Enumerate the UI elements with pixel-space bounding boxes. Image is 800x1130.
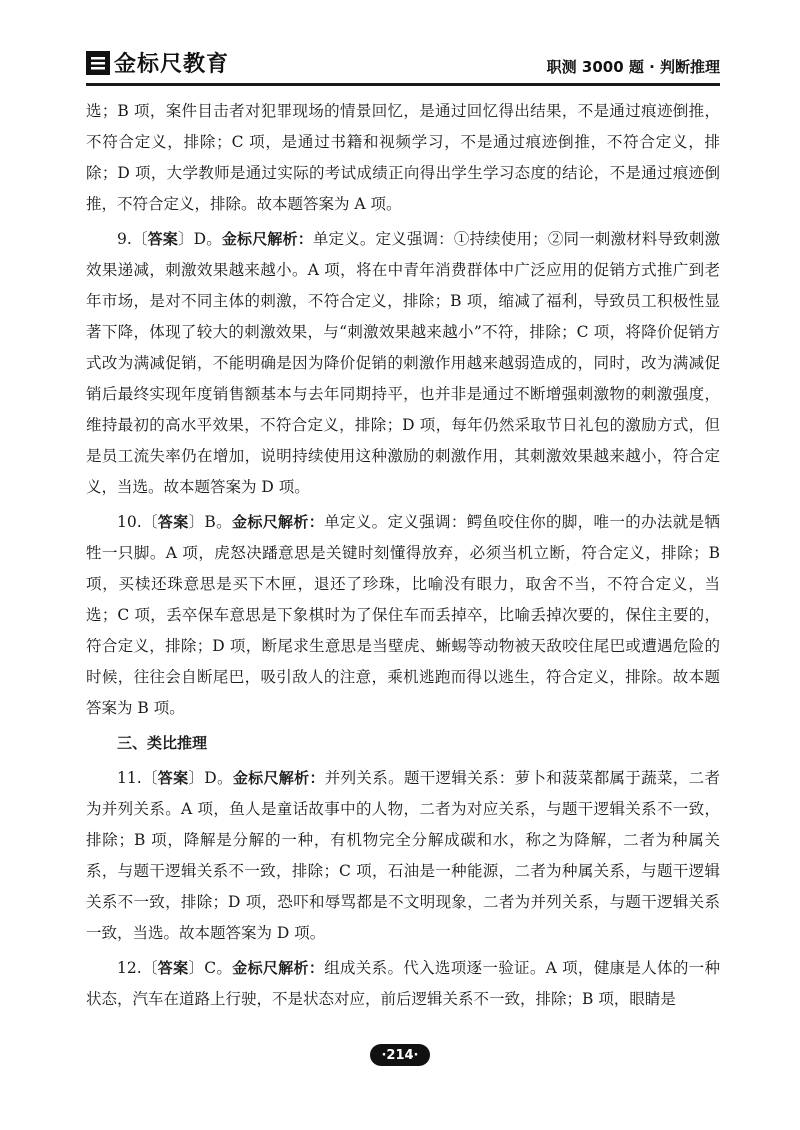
brand bbox=[86, 47, 229, 78]
answer-choice: 〕B。 bbox=[188, 513, 232, 531]
answer-paragraph-10 bbox=[86, 507, 720, 724]
analysis-text: 并列关系。题干逻辑关系：萝卜和菠菜都属于蔬菜，二者为并列关系。A 项，鱼人是童话故事中的人物，二者为对应关系，与题干逻辑关系不一致，排除；B 项，降解是分解的一种，有机物完全分解成碳和水，称之为降解，二者为种属关系，与题干逻辑关系不一致，排除；C 项，石油是一种能源，二者为种属关系，与题干逻辑关系不一致，排除；D 项，恐吓和辱骂都是不文明现象，二者为并列关系，与题干逻辑关系一致，当选。故本题答案为 D 项。 bbox=[86, 769, 720, 942]
question-number: 9.〔 bbox=[117, 230, 148, 248]
answer-paragraph-12 bbox=[86, 953, 720, 1015]
analysis-label: 金标尺解析： bbox=[232, 769, 325, 787]
analysis-text: 组成关系。代入选项逐一验证。A 项，健康是人体的一种状态，汽车在道路上行驶，不是状态对应，前后逻辑关系不一致，排除；B 项，眼睛是 bbox=[86, 959, 720, 1008]
book-title: 职测 3000 题 · 判断推理 bbox=[546, 58, 720, 76]
analysis-text: 单定义。定义强调：①持续使用；②同一刺激材料导致刺激效果递减，刺激效果越来越小。A 项，将在中青年消费群体中广泛应用的促销方式推广到老年市场，是对不同主体的刺激，不符合定义，排除；B 项，缩减了福利，导致员工积极性显著下降，体现了较大的刺激效果，与“刺激效果越来越小”不符，排除；C 项，将降价促销方式改为满减促销，不能明确是因为降价促销的刺激作用越来越弱造成的，同时，改为满减促销后最终实现年度销售额基本与去年同期持平，也并非是通过不断增强刺激物的刺激强度，维持最初的高水平效果，不符合定义，排除；D 项，每年仍然采取节日礼包的激励方式，但是员工流失率仍在增加，说明持续使用这种激励的刺激作用，其刺激效果越来越小，符合定义，当选。故本题答案为 D 项。 bbox=[86, 230, 720, 496]
section-title: 三、类比推理 bbox=[117, 734, 208, 752]
brand-name: 金标尺教育 bbox=[114, 52, 230, 77]
page-number: ·214· bbox=[370, 1044, 430, 1066]
answer-label: 答案 bbox=[147, 230, 178, 248]
brand-logo-icon bbox=[86, 51, 110, 75]
answer-paragraph-9 bbox=[86, 224, 720, 503]
answer-choice: 〕C。 bbox=[188, 959, 233, 977]
analysis-text: 单定义。定义强调：鳄鱼咬住你的脚，唯一的办法就是牺牲一只脚。A 项，虎怒决蹯意思是关键时刻懂得放弃，必须当机立断，符合定义，排除；B 项，买椟还珠意思是买下木匣，退还了珍珠，比喻没有眼力，取舍不当，不符合定义，当选；C 项，丢卒保车意思是下象棋时为了保住车而丢掉卒，比喻丢掉次要的，保住主要的，符合定义，排除；D 项，断尾求生意思是当壁虎、蜥蜴等动物被天敌咬住尾巴或遭遇危险的时候，往往会自断尾巴，吸引敌人的注意，乘机逃跑而得以逃生，符合定义，排除。故本题答案为 B 项。 bbox=[86, 513, 720, 717]
analysis-label: 金标尺解析： bbox=[221, 230, 313, 248]
answer-label: 答案 bbox=[157, 769, 189, 787]
question-number: 12.〔 bbox=[117, 959, 158, 977]
answer-choice: 〕D。 bbox=[188, 769, 233, 787]
question-number: 11.〔 bbox=[117, 769, 158, 787]
answer-paragraph-11 bbox=[86, 763, 720, 949]
analysis-label: 金标尺解析： bbox=[232, 513, 325, 531]
paragraph-continued: 选；B 项，案件目击者对犯罪现场的情景回忆，是通过回忆得出结果，不是通过痕迹倒推，不符合定义，排除；C 项，是通过书籍和视频学习，不是通过痕迹倒推，不符合定义，排除；D 项，大学教师是通过实际的考试成绩正向得出学生学习态度的结论，不是通过痕迹倒推，不符合定义，排除。故本题答案为 A 项。 bbox=[86, 102, 720, 213]
page-header bbox=[86, 45, 720, 86]
answer-choice: 〕D。 bbox=[177, 230, 222, 248]
page-content bbox=[86, 96, 720, 1019]
answer-label: 答案 bbox=[157, 959, 189, 977]
analysis-label: 金标尺解析： bbox=[232, 959, 325, 977]
question-number: 10.〔 bbox=[117, 513, 158, 531]
answer-label: 答案 bbox=[157, 513, 189, 531]
